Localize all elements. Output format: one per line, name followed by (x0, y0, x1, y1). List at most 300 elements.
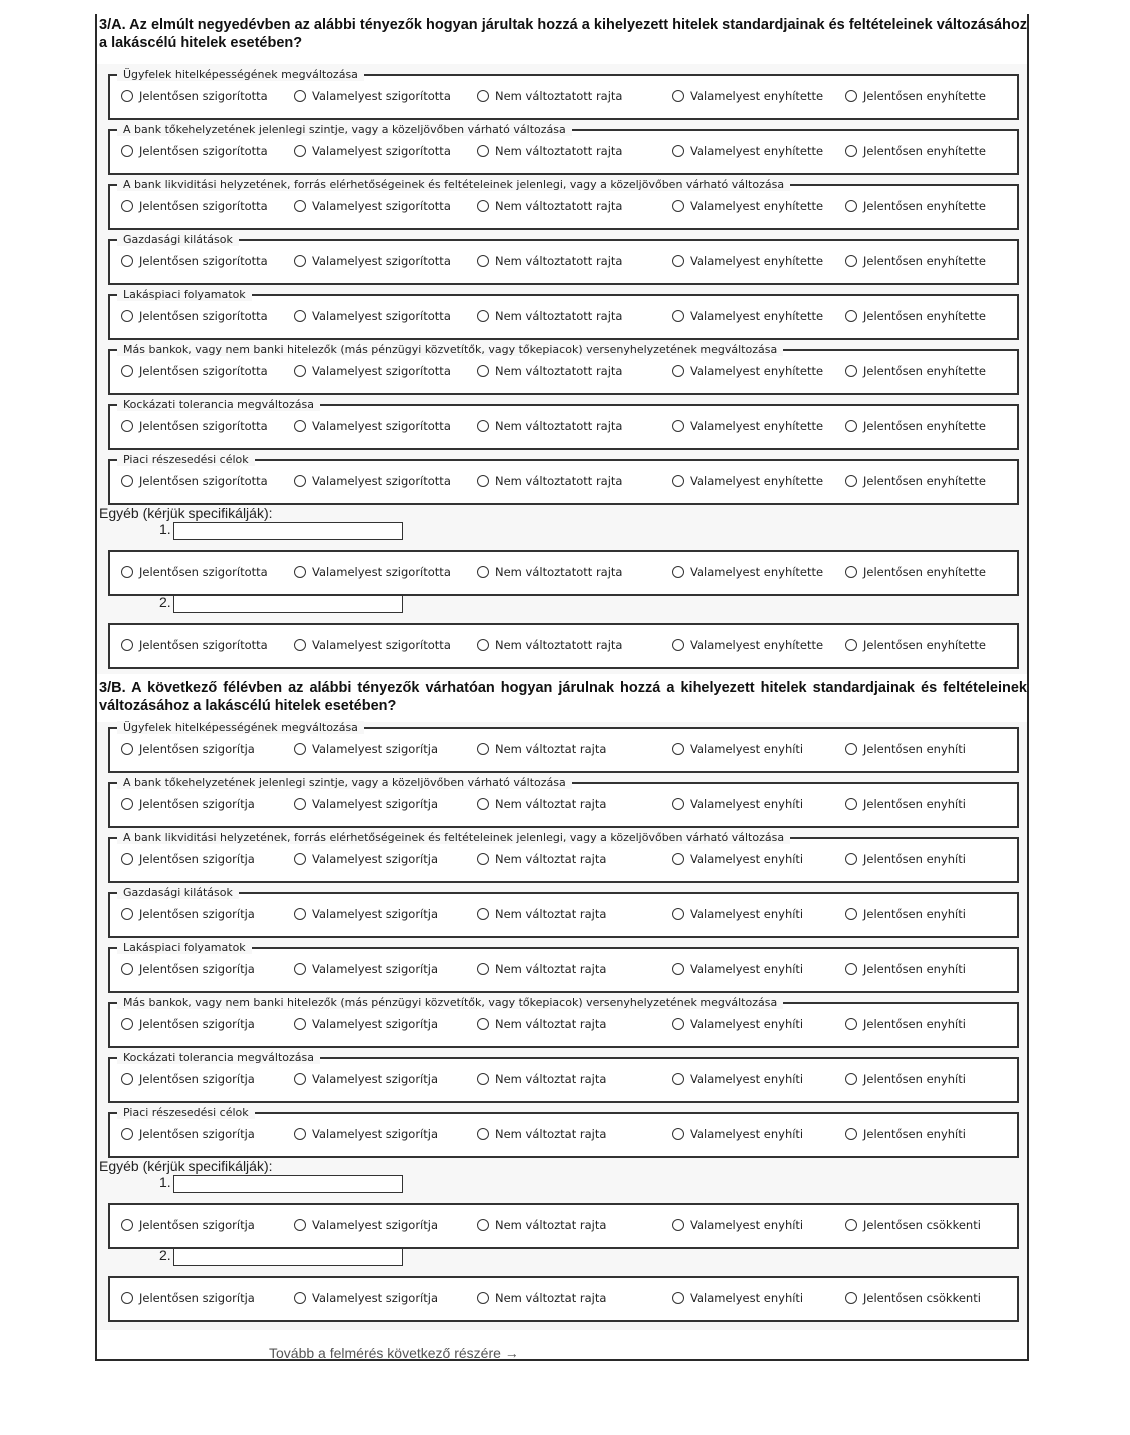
radio-button[interactable] (121, 255, 133, 267)
radio-label: Valamelyest enyhíti (690, 962, 804, 976)
radio-label: Nem változtatott rajta (495, 144, 623, 158)
radio-option[interactable] (845, 637, 986, 653)
radio-button[interactable] (294, 475, 306, 487)
radio-option[interactable] (121, 253, 268, 269)
factor-label: Kockázati tolerancia megváltozása (117, 1051, 320, 1064)
radio-option[interactable] (121, 1071, 255, 1087)
radio-button[interactable] (477, 1018, 489, 1030)
radio-option[interactable] (294, 1290, 438, 1306)
radio-label: Nem változtatott rajta (495, 89, 623, 103)
radio-button[interactable] (672, 255, 684, 267)
radio-button[interactable] (294, 310, 306, 322)
radio-option[interactable] (294, 363, 451, 379)
radio-option[interactable] (477, 363, 622, 379)
radio-button[interactable] (294, 200, 306, 212)
radio-option[interactable] (294, 418, 451, 434)
radio-option[interactable] (121, 1290, 255, 1306)
factor-group (108, 123, 1019, 175)
radio-button[interactable] (672, 420, 684, 432)
radio-button[interactable] (477, 420, 489, 432)
radio-button[interactable] (845, 420, 857, 432)
radio-button[interactable] (294, 1292, 306, 1304)
radio-label: Valamelyest szigorítja (312, 797, 439, 811)
radio-label: Valamelyest enyhíti (690, 1291, 804, 1305)
factor-group (108, 288, 1019, 340)
radio-button[interactable] (121, 420, 133, 432)
radio-label: Jelentősen szigorította (139, 419, 268, 433)
radio-button[interactable] (121, 365, 133, 377)
radio-option[interactable] (477, 1071, 606, 1087)
radio-button[interactable] (477, 1219, 489, 1231)
radio-label: Valamelyest szigorította (312, 565, 451, 579)
radio-option[interactable] (121, 418, 268, 434)
next-section-link[interactable]: Tovább a felmérés következő részére → (269, 1345, 519, 1361)
radio-option[interactable] (294, 308, 451, 324)
radio-option[interactable] (672, 1217, 803, 1233)
radio-label: Jelentősen szigorítja (139, 1072, 255, 1086)
radio-option[interactable] (294, 741, 438, 757)
radio-option[interactable] (672, 363, 823, 379)
other-specify-input[interactable] (173, 1248, 403, 1266)
radio-label: Nem változtat rajta (495, 852, 607, 866)
radio-button[interactable] (477, 365, 489, 377)
radio-label: Nem változtat rajta (495, 1291, 607, 1305)
factor-label: Gazdasági kilátások (117, 886, 239, 899)
radio-label: Jelentősen szigorítja (139, 1017, 255, 1031)
radio-button[interactable] (672, 566, 684, 578)
radio-button[interactable] (294, 90, 306, 102)
radio-button[interactable] (672, 743, 684, 755)
factor-label: Lakáspiaci folyamatok (117, 288, 252, 301)
radio-option[interactable] (672, 564, 823, 580)
radio-button[interactable] (121, 90, 133, 102)
radio-label: Jelentősen szigorítja (139, 852, 255, 866)
radio-option[interactable] (121, 1126, 255, 1142)
radio-option[interactable] (294, 796, 438, 812)
radio-option[interactable] (477, 906, 606, 922)
radio-button[interactable] (294, 963, 306, 975)
radio-button[interactable] (121, 145, 133, 157)
radio-label: Valamelyest enyhíti (690, 1127, 804, 1141)
radio-option[interactable] (845, 1126, 966, 1142)
radio-option[interactable] (845, 1290, 981, 1306)
radio-label: Valamelyest enyhíti (690, 742, 804, 756)
radio-button[interactable] (845, 1219, 857, 1231)
radio-option[interactable] (477, 1290, 606, 1306)
radio-button[interactable] (121, 1292, 133, 1304)
radio-option[interactable] (477, 1016, 606, 1032)
radio-button[interactable] (121, 1018, 133, 1030)
radio-option[interactable] (672, 1126, 803, 1142)
radio-option[interactable] (672, 961, 803, 977)
radio-button[interactable] (672, 963, 684, 975)
radio-button[interactable] (672, 1292, 684, 1304)
radio-button[interactable] (121, 1128, 133, 1140)
radio-button[interactable] (121, 853, 133, 865)
radio-label: Nem változtat rajta (495, 907, 607, 921)
factor-label: Ügyfelek hitelképességének megváltozása (117, 68, 364, 81)
radio-option[interactable] (845, 198, 986, 214)
other-specify-input[interactable] (173, 595, 403, 613)
radio-option[interactable] (121, 906, 255, 922)
radio-label: Jelentősen szigorította (139, 309, 268, 323)
factor-group (108, 68, 1019, 120)
radio-button[interactable] (477, 963, 489, 975)
radio-option[interactable] (121, 308, 268, 324)
radio-button[interactable] (845, 743, 857, 755)
radio-option[interactable] (121, 851, 255, 867)
radio-option[interactable] (294, 198, 451, 214)
radio-button[interactable] (845, 798, 857, 810)
survey-form (95, 14, 1029, 1361)
radio-label: Valamelyest szigorítja (312, 742, 439, 756)
radio-button[interactable] (477, 798, 489, 810)
radio-option[interactable] (477, 198, 622, 214)
radio-option[interactable] (672, 308, 823, 324)
radio-option[interactable] (845, 418, 986, 434)
radio-button[interactable] (294, 1219, 306, 1231)
radio-label: Jelentősen szigorította (139, 364, 268, 378)
radio-label: Valamelyest enyhítette (690, 364, 824, 378)
radio-option[interactable] (477, 88, 622, 104)
radio-label: Valamelyest enyhítette (690, 638, 824, 652)
radio-button[interactable] (121, 200, 133, 212)
radio-button[interactable] (477, 853, 489, 865)
radio-label: Valamelyest szigorítja (312, 907, 439, 921)
radio-button[interactable] (294, 566, 306, 578)
radio-option[interactable] (477, 564, 622, 580)
radio-button[interactable] (121, 963, 133, 975)
other-item-number: 1. (159, 521, 171, 537)
radio-option[interactable] (845, 473, 986, 489)
radio-label: Valamelyest szigorítja (312, 1072, 439, 1086)
radio-option[interactable] (845, 1016, 966, 1032)
radio-option[interactable] (294, 1126, 438, 1142)
radio-button[interactable] (477, 1128, 489, 1140)
factor-label: Ügyfelek hitelképességének megváltozása (117, 721, 364, 734)
factor-group (108, 233, 1019, 285)
radio-option[interactable] (845, 253, 986, 269)
radio-option[interactable] (121, 564, 268, 580)
radio-option[interactable] (294, 564, 451, 580)
section-3a-band (97, 64, 1027, 674)
radio-button[interactable] (845, 566, 857, 578)
radio-button[interactable] (477, 639, 489, 651)
radio-label: Nem változtatott rajta (495, 254, 623, 268)
radio-button[interactable] (294, 1018, 306, 1030)
radio-button[interactable] (672, 200, 684, 212)
radio-option[interactable] (672, 1016, 803, 1032)
radio-button[interactable] (477, 255, 489, 267)
radio-option[interactable] (294, 1016, 438, 1032)
radio-label: Nem változtat rajta (495, 1218, 607, 1232)
radio-option[interactable] (672, 906, 803, 922)
radio-option[interactable] (121, 741, 255, 757)
radio-button[interactable] (845, 90, 857, 102)
radio-option[interactable] (121, 637, 268, 653)
factor-label: Piaci részesedési célok (117, 453, 255, 466)
radio-label: Nem változtat rajta (495, 1017, 607, 1031)
radio-label: Jelentősen szigorítja (139, 1218, 255, 1232)
radio-option[interactable] (477, 961, 606, 977)
radio-label: Jelentősen enyhítette (863, 419, 986, 433)
radio-option[interactable] (477, 637, 622, 653)
factor-label: A bank likviditási helyzetének, forrás elérhetőségeinek és feltételeinek jelenlegi, vagy a közeljövőben várható változása (117, 831, 790, 844)
radio-button[interactable] (845, 365, 857, 377)
radio-button[interactable] (845, 908, 857, 920)
radio-button[interactable] (121, 1219, 133, 1231)
radio-button[interactable] (672, 90, 684, 102)
radio-label: Jelentősen enyhíti (863, 907, 966, 921)
radio-button[interactable] (672, 1018, 684, 1030)
radio-option[interactable] (121, 1217, 255, 1233)
radio-option[interactable] (672, 253, 823, 269)
radio-button[interactable] (672, 475, 684, 487)
radio-label: Jelentősen enyhíti (863, 1072, 966, 1086)
factor-label: A bank tőkehelyzetének jelenlegi szintje, vagy a közeljövőben várható változása (117, 123, 572, 136)
radio-option[interactable] (477, 1126, 606, 1142)
radio-button[interactable] (845, 475, 857, 487)
radio-button[interactable] (294, 145, 306, 157)
radio-option[interactable] (294, 143, 451, 159)
radio-label: Valamelyest szigorítja (312, 1218, 439, 1232)
radio-button[interactable] (477, 475, 489, 487)
radio-button[interactable] (672, 639, 684, 651)
radio-option[interactable] (294, 88, 451, 104)
radio-option[interactable] (294, 1071, 438, 1087)
radio-button[interactable] (672, 1128, 684, 1140)
radio-button[interactable] (845, 1128, 857, 1140)
radio-option[interactable] (672, 1290, 803, 1306)
radio-label: Valamelyest szigorította (312, 309, 451, 323)
factor-group (108, 1051, 1019, 1103)
other-item-number: 1. (159, 1174, 171, 1190)
radio-label: Jelentősen enyhítette (863, 144, 986, 158)
radio-option[interactable] (121, 88, 268, 104)
radio-option[interactable] (672, 473, 823, 489)
radio-button[interactable] (845, 1292, 857, 1304)
radio-label: Jelentősen szigorította (139, 89, 268, 103)
radio-option[interactable] (845, 88, 986, 104)
factor-group (108, 721, 1019, 773)
radio-option[interactable] (672, 851, 803, 867)
radio-button[interactable] (294, 1073, 306, 1085)
radio-option[interactable] (845, 1217, 981, 1233)
radio-label: Valamelyest enyhítette (690, 474, 824, 488)
radio-button[interactable] (477, 743, 489, 755)
radio-option[interactable] (294, 473, 451, 489)
radio-label: Valamelyest enyhíti (690, 1218, 804, 1232)
radio-button[interactable] (672, 145, 684, 157)
radio-button[interactable] (121, 1073, 133, 1085)
radio-option[interactable] (672, 796, 803, 812)
radio-label: Jelentősen szigorította (139, 565, 268, 579)
radio-label: Valamelyest szigorítja (312, 962, 439, 976)
radio-button[interactable] (845, 310, 857, 322)
radio-button[interactable] (294, 908, 306, 920)
radio-label: Jelentősen enyhítette (863, 89, 986, 103)
radio-option[interactable] (477, 253, 622, 269)
radio-option[interactable] (477, 741, 606, 757)
radio-option[interactable] (294, 253, 451, 269)
radio-button[interactable] (477, 1073, 489, 1085)
radio-label: Jelentősen enyhítette (863, 364, 986, 378)
other-label: Egyéb (kérjük specifikálják): (99, 1158, 273, 1174)
radio-option[interactable] (121, 473, 268, 489)
radio-button[interactable] (477, 90, 489, 102)
radio-button[interactable] (294, 255, 306, 267)
radio-option[interactable] (121, 961, 255, 977)
radio-button[interactable] (294, 639, 306, 651)
radio-option[interactable] (845, 1071, 966, 1087)
radio-option[interactable] (845, 308, 986, 324)
factor-group (108, 343, 1019, 395)
radio-button[interactable] (477, 145, 489, 157)
radio-label: Valamelyest szigorította (312, 638, 451, 652)
radio-label: Nem változtatott rajta (495, 199, 623, 213)
radio-button[interactable] (477, 566, 489, 578)
radio-label: Valamelyest enyhítette (690, 254, 824, 268)
radio-option[interactable] (294, 637, 451, 653)
radio-label: Valamelyest enyhítette (690, 309, 824, 323)
radio-button[interactable] (294, 853, 306, 865)
radio-option[interactable] (477, 308, 622, 324)
radio-option[interactable] (121, 363, 268, 379)
factor-label: Piaci részesedési célok (117, 1106, 255, 1119)
radio-option[interactable] (672, 198, 823, 214)
radio-option[interactable] (845, 906, 966, 922)
radio-option[interactable] (672, 741, 803, 757)
radio-label: Jelentősen enyhítette (863, 565, 986, 579)
radio-button[interactable] (294, 743, 306, 755)
radio-option[interactable] (121, 143, 268, 159)
radio-label: Valamelyest szigorította (312, 144, 451, 158)
factor-group (108, 453, 1019, 505)
radio-label: Valamelyest szigorította (312, 89, 451, 103)
section-3b-band (97, 722, 1027, 1330)
radio-label: Jelentősen szigorítja (139, 797, 255, 811)
radio-option[interactable] (672, 637, 823, 653)
other-specify-input[interactable] (173, 1175, 403, 1193)
radio-button[interactable] (672, 1219, 684, 1231)
radio-option[interactable] (477, 796, 606, 812)
radio-option[interactable] (845, 741, 966, 757)
other-specify-input[interactable] (173, 522, 403, 540)
radio-button[interactable] (845, 963, 857, 975)
radio-button[interactable] (672, 365, 684, 377)
radio-option[interactable] (845, 143, 986, 159)
radio-option[interactable] (294, 1217, 438, 1233)
radio-option[interactable] (477, 473, 622, 489)
radio-label: Jelentősen szigorította (139, 199, 268, 213)
factor-label: Más bankok, vagy nem banki hitelezők (más pénzügyi közvetítők, vagy tőkepiacok) versenyhelyzetének megváltozása (117, 996, 783, 1009)
radio-option[interactable] (477, 143, 622, 159)
radio-option[interactable] (121, 198, 268, 214)
radio-button[interactable] (845, 1073, 857, 1085)
factor-group (108, 831, 1019, 883)
other-item-group (108, 1276, 1019, 1322)
radio-option[interactable] (477, 1217, 606, 1233)
radio-label: Valamelyest enyhítette (690, 419, 824, 433)
radio-button[interactable] (845, 255, 857, 267)
radio-label: Valamelyest enyhítette (690, 144, 824, 158)
radio-button[interactable] (294, 798, 306, 810)
radio-button[interactable] (121, 639, 133, 651)
radio-option[interactable] (672, 418, 823, 434)
radio-button[interactable] (477, 200, 489, 212)
radio-option[interactable] (294, 906, 438, 922)
other-item-group (108, 1203, 1019, 1249)
radio-button[interactable] (845, 145, 857, 157)
radio-option[interactable] (845, 564, 986, 580)
radio-label: Jelentősen enyhíti (863, 1127, 966, 1141)
radio-button[interactable] (121, 475, 133, 487)
radio-button[interactable] (477, 310, 489, 322)
radio-option[interactable] (672, 88, 823, 104)
radio-label: Nem változtat rajta (495, 1072, 607, 1086)
radio-option[interactable] (121, 1016, 255, 1032)
radio-label: Valamelyest enyhíti (690, 852, 804, 866)
radio-option[interactable] (845, 961, 966, 977)
radio-button[interactable] (477, 908, 489, 920)
radio-label: Jelentősen szigorította (139, 638, 268, 652)
radio-label: Valamelyest enyhíti (690, 1017, 804, 1031)
radio-button[interactable] (672, 908, 684, 920)
radio-button[interactable] (845, 639, 857, 651)
radio-button[interactable] (121, 310, 133, 322)
section-3b-title: 3/B. A következő félévben az alábbi tényezők várhatóan hogyan járulnak hozzá a kihelyezett hitelek standardjainak és feltételeinek változásához a lakáscélú hitelek esetében? (99, 680, 1027, 714)
radio-option[interactable] (845, 363, 986, 379)
radio-label: Valamelyest enyhítette (690, 199, 824, 213)
radio-label: Valamelyest szigorította (312, 474, 451, 488)
radio-label: Jelentősen csökkenti (863, 1218, 981, 1232)
radio-button[interactable] (294, 1128, 306, 1140)
radio-button[interactable] (121, 908, 133, 920)
radio-option[interactable] (121, 796, 255, 812)
section-3a-title: 3/A. Az elmúlt negyedévben az alábbi tényezők hogyan járultak hozzá a kihelyezett hitelek standardjainak és feltételeinek változásához a lakáscélú hitelek esetében? (99, 17, 1027, 51)
radio-label: Jelentősen szigorítja (139, 1127, 255, 1141)
radio-button[interactable] (845, 200, 857, 212)
radio-option[interactable] (845, 796, 966, 812)
radio-button[interactable] (294, 420, 306, 432)
radio-button[interactable] (477, 1292, 489, 1304)
radio-button[interactable] (294, 365, 306, 377)
radio-button[interactable] (121, 566, 133, 578)
radio-label: Jelentősen szigorítja (139, 1291, 255, 1305)
radio-button[interactable] (672, 853, 684, 865)
radio-option[interactable] (672, 1071, 803, 1087)
radio-button[interactable] (121, 798, 133, 810)
radio-button[interactable] (672, 310, 684, 322)
radio-button[interactable] (672, 798, 684, 810)
other-item-number: 2. (159, 1247, 171, 1263)
radio-option[interactable] (672, 143, 823, 159)
radio-button[interactable] (672, 1073, 684, 1085)
radio-option[interactable] (477, 418, 622, 434)
radio-label: Valamelyest szigorítja (312, 1017, 439, 1031)
other-item-group (108, 550, 1019, 596)
radio-label: Nem változtatott rajta (495, 638, 623, 652)
radio-button[interactable] (845, 853, 857, 865)
radio-option[interactable] (294, 961, 438, 977)
radio-label: Jelentősen enyhítette (863, 474, 986, 488)
radio-option[interactable] (845, 851, 966, 867)
radio-button[interactable] (121, 743, 133, 755)
radio-option[interactable] (477, 851, 606, 867)
radio-option[interactable] (294, 851, 438, 867)
radio-button[interactable] (845, 1018, 857, 1030)
factor-label: Lakáspiaci folyamatok (117, 941, 252, 954)
